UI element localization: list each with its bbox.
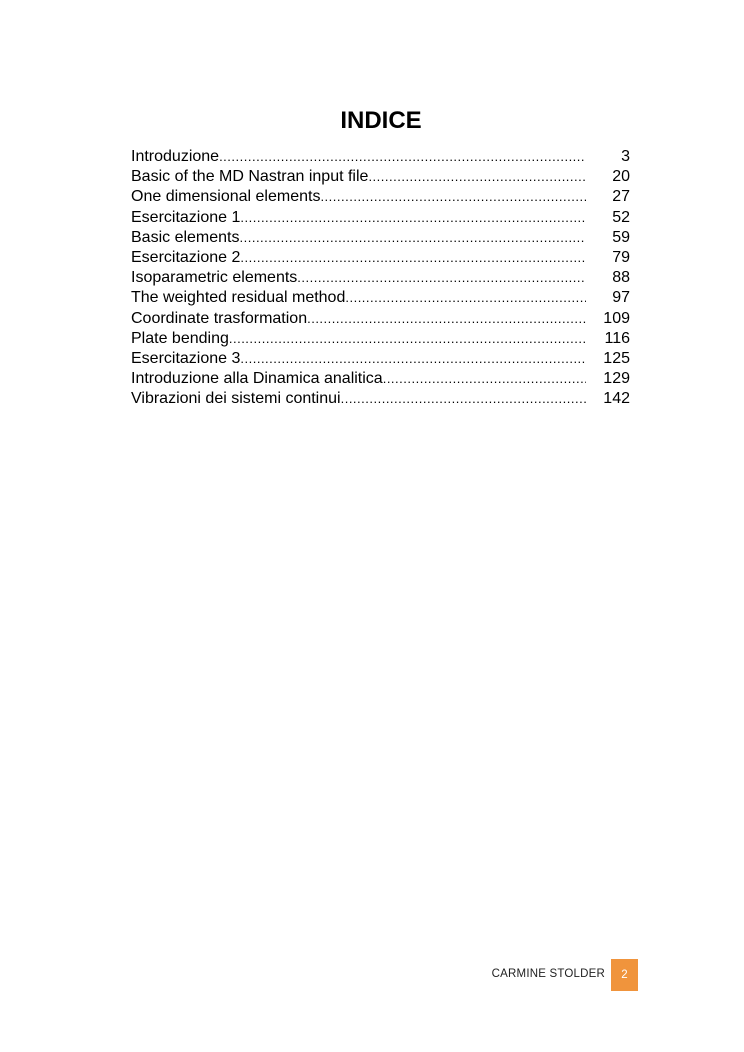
toc-entry-page: 3: [621, 148, 630, 165]
toc-entry-page: 142: [603, 390, 630, 408]
toc-entry-page: 52: [612, 208, 630, 226]
dot-leader: [368, 167, 586, 187]
dot-leader: [219, 147, 586, 167]
toc-entry-title: Esercitazione 1: [131, 208, 241, 226]
toc-entry[interactable]: [131, 228, 630, 248]
toc-entry-title: Basic elements: [131, 228, 240, 246]
toc-entry[interactable]: [131, 309, 630, 329]
toc-entry-title: The weighted residual method: [131, 289, 346, 307]
toc-entry-title: Esercitazione 2: [131, 248, 241, 266]
toc-entry-title: One dimensional elements: [131, 188, 321, 206]
toc-entry-page: 88: [612, 269, 630, 287]
footer-author: CARMINE STOLDER: [491, 968, 605, 980]
toc-entry-page: 109: [603, 309, 630, 327]
toc-entry-title: Plate bending: [131, 329, 229, 347]
toc-entry[interactable]: [131, 288, 630, 308]
page-title: INDICE: [340, 107, 422, 134]
dot-leader: [229, 329, 586, 349]
toc-entry[interactable]: [131, 329, 630, 349]
toc-entry[interactable]: [131, 248, 630, 268]
toc-entry[interactable]: [131, 268, 630, 288]
dot-leader: [341, 389, 586, 409]
dot-leader: [297, 268, 586, 288]
toc-entry[interactable]: [131, 208, 630, 228]
toc-entry-page: 97: [612, 289, 630, 307]
toc-entry-title: Vibrazioni dei sistemi continui: [131, 390, 341, 408]
toc-entry-page: 125: [603, 349, 630, 367]
table-of-contents: [131, 147, 630, 409]
dot-leader: [307, 309, 586, 329]
toc-entry-title: Coordinate trasformation: [131, 309, 308, 327]
dot-leader: [345, 288, 586, 308]
toc-entry[interactable]: [131, 369, 630, 389]
toc-entry-title: Basic of the MD Nastran input file: [131, 168, 369, 186]
dot-leader: [240, 248, 586, 268]
dot-leader: [320, 187, 586, 207]
dot-leader: [240, 208, 586, 228]
toc-entry[interactable]: [131, 349, 630, 369]
toc-entry-title: Isoparametric elements: [131, 269, 298, 287]
toc-entry[interactable]: [131, 389, 630, 409]
toc-entry-title: Esercitazione 3: [131, 349, 241, 367]
dot-leader: [240, 349, 586, 369]
toc-entry-page: 59: [612, 228, 630, 246]
toc-entry-title: Introduzione: [131, 148, 220, 165]
toc-entry[interactable]: [131, 187, 630, 207]
dot-leader: [240, 228, 587, 248]
toc-entry[interactable]: [131, 147, 630, 167]
toc-entry-page: 79: [612, 248, 630, 266]
footer-page-number: 2: [611, 959, 638, 991]
toc-entry-page: 129: [603, 370, 630, 388]
toc-entry-page: 20: [612, 168, 630, 186]
toc-entry[interactable]: [131, 167, 630, 187]
toc-entry-page: 27: [612, 188, 630, 206]
toc-entry-title: Introduzione alla Dinamica analitica: [131, 370, 383, 388]
toc-entry-page: 116: [604, 329, 630, 347]
dot-leader: [383, 369, 586, 389]
